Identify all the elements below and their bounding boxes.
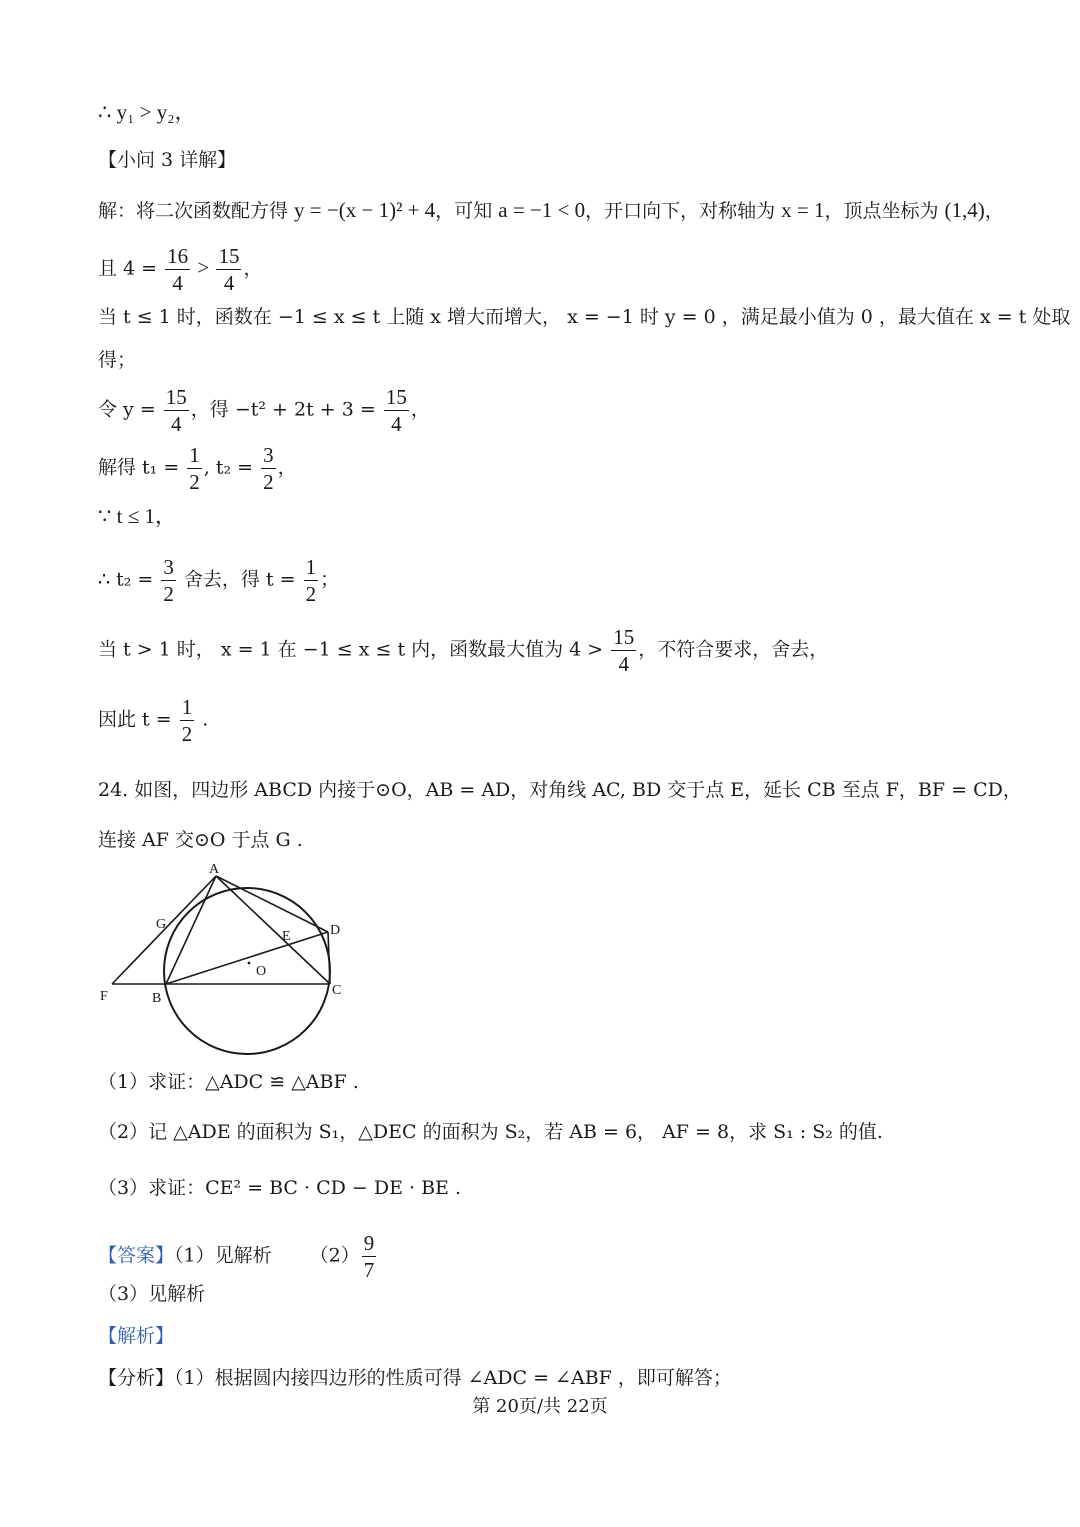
fraction: [216, 243, 241, 296]
fraction: [362, 1230, 377, 1283]
fraction: [611, 624, 636, 677]
text: ，: [243, 257, 263, 280]
label-e: E: [282, 929, 291, 944]
text: 解：将二次函数配方得: [98, 200, 295, 222]
text: ；: [320, 568, 340, 591]
denominator: 4: [391, 412, 402, 436]
segment-ad: [216, 876, 328, 932]
analysis-line: [98, 1366, 732, 1390]
label-b: B: [152, 991, 162, 1006]
text: 舍去，得 t =: [177, 568, 302, 591]
text-line: [98, 442, 297, 495]
text: ，: [277, 456, 297, 479]
circle-o: [164, 888, 330, 1054]
text: ，: [410, 398, 430, 421]
text-line: 当 t ≤ 1 时，函数在 −1 ≤ x ≤ t 上随 x 增大而增大， x = −1 时 y = 0 ，满足最小值为 0 ，最大值在 x = t 处取: [98, 306, 1071, 328]
text: ，可知: [435, 200, 499, 222]
segment-ab: [166, 876, 216, 984]
answer-line: [98, 1230, 378, 1283]
denominator: 7: [363, 1258, 375, 1282]
denominator: 4: [172, 271, 183, 295]
denominator: 4: [171, 412, 182, 436]
numerator: 15: [218, 244, 240, 268]
analysis-tag: 【解析】: [98, 1325, 175, 1347]
text: 解得 t₁ =: [98, 456, 186, 479]
formula: x = 1: [781, 198, 825, 222]
text-line: 得；: [98, 349, 137, 371]
problem-stem: 24. 如图，四边形 ABCD 内接于⊙O，AB = AD，对角线 AC, BD 交于点 E，延长 CB 至点 F，BF = CD，: [98, 779, 1022, 801]
text: 因此 t =: [98, 708, 178, 731]
text-line: [98, 198, 1004, 223]
numerator: 3: [263, 443, 274, 467]
denominator: 2: [181, 722, 193, 746]
question-1: （1）求证：△ADC ≌ △ABF .: [98, 1071, 359, 1093]
center-dot: [248, 962, 251, 965]
fraction: [384, 384, 409, 437]
label-g: G: [156, 917, 167, 932]
text: ，不符合要求，舍去，: [638, 638, 829, 661]
geometry-figure: [92, 862, 362, 1057]
answer-2-label: （2）: [309, 1244, 360, 1267]
problem-stem: 连接 AF 交⊙O 于点 G .: [98, 829, 303, 851]
formula: y = −(x − 1)² + 4: [294, 198, 436, 222]
text: ，开口向下，对称轴为: [585, 200, 782, 222]
text: >: [192, 255, 215, 280]
label-f: F: [100, 989, 108, 1004]
text: 且 4 =: [98, 257, 164, 280]
page-footer: 第 20页/共 22页: [472, 1396, 608, 1417]
numerator: 1: [189, 443, 200, 467]
numerator: 15: [385, 385, 407, 409]
answer-1: （1）见解析: [174, 1244, 272, 1267]
text-line: ∵ t ≤ 1，: [98, 504, 176, 528]
denominator: 2: [305, 582, 317, 606]
numerator: 1: [305, 555, 317, 579]
numerator: 1: [181, 695, 193, 719]
question-3: （3）求证：CE² = BC · CD − DE · BE .: [98, 1177, 461, 1199]
question-2: （2）记 △ADE 的面积为 S₁，△DEC 的面积为 S₂，若 AB = 6， AF = 8，求 S₁ : S₂ 的值.: [98, 1121, 883, 1143]
text: 令 y =: [98, 398, 162, 421]
fraction: [165, 243, 190, 296]
text: ，得 −t² + 2t + 3 =: [190, 398, 382, 421]
text: ，顶点坐标为: [824, 200, 945, 222]
text: ，: [984, 200, 1004, 222]
answer-tag: 【答案】: [98, 1244, 175, 1267]
fraction: [187, 442, 202, 495]
text: 当 t > 1 时， x = 1 在 −1 ≤ x ≤ t 内，函数最大值为 4 >: [98, 638, 610, 661]
fraction: [304, 554, 319, 607]
fraction: [180, 694, 195, 747]
fraction: [261, 442, 276, 495]
analysis-text: （1）根据圆内接四边形的性质可得 ∠ADC = ∠ABF ，即可解答；: [174, 1367, 732, 1389]
numerator: 3: [163, 555, 174, 579]
fraction: [161, 554, 176, 607]
text: ∴ t₂ =: [98, 568, 160, 591]
text-line: [98, 384, 430, 437]
answer-3: （3）见解析: [98, 1283, 206, 1305]
text-line: [98, 624, 828, 677]
text: , t₂ =: [203, 456, 260, 479]
numerator: 9: [363, 1231, 375, 1255]
denominator: 2: [163, 582, 174, 606]
formula: (1,4): [944, 198, 985, 222]
label-d: D: [330, 923, 341, 938]
section-heading: 【小问 3 详解】: [98, 149, 237, 171]
numerator: 16: [167, 244, 189, 268]
segment-dc: [328, 932, 330, 984]
label-o: O: [256, 964, 267, 979]
denominator: 2: [189, 470, 200, 494]
label-c: C: [332, 983, 342, 998]
text-line: ∴ y₁ > y₂，: [98, 100, 196, 124]
fraction: [164, 384, 189, 437]
text-line: [98, 243, 263, 296]
text: .: [196, 708, 209, 731]
numerator: 15: [165, 385, 187, 409]
text-line: [98, 694, 208, 747]
formula: a = −1 < 0: [498, 198, 586, 222]
denominator: 4: [618, 652, 629, 676]
numerator: 15: [613, 625, 635, 649]
denominator: 2: [263, 470, 274, 494]
label-a: A: [209, 862, 220, 877]
analysis-head: 【分析】: [98, 1367, 175, 1389]
denominator: 4: [223, 271, 235, 295]
text-line: [98, 554, 339, 607]
